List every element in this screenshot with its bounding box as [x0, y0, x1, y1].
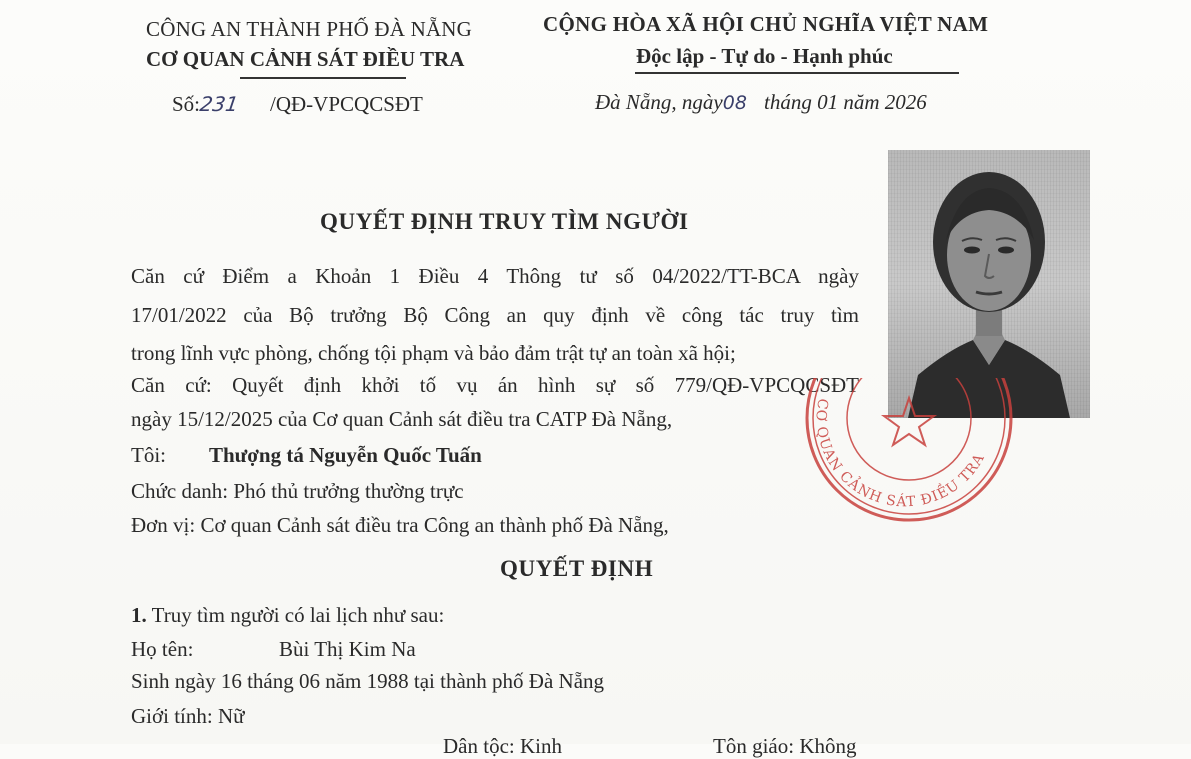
- ethnicity: Dân tộc: Kinh: [443, 734, 562, 758]
- official-line: [131, 443, 482, 468]
- place-date-line: [595, 90, 927, 115]
- wanted-name: Bùi Thị Kim Na: [279, 637, 416, 661]
- gender-line: Giới tính: Nữ: [131, 704, 245, 728]
- item-text: Truy tìm người có lai lịch như sau:: [146, 603, 445, 627]
- name-label: Họ tên:: [131, 637, 194, 661]
- item-number: 1.: [131, 603, 147, 627]
- date-day-handwritten: 08: [722, 92, 747, 114]
- suspect-photo: [888, 150, 1090, 418]
- official-name: Thượng tá Nguyễn Quốc Tuấn: [209, 443, 482, 467]
- motto-underline: [635, 72, 959, 74]
- nation-title: CỘNG HÒA XÃ HỘI CHỦ NGHĨA VIỆT NAM: [543, 12, 989, 36]
- portrait-image: [888, 150, 1090, 418]
- official-position: Chức danh: Phó thủ trưởng thường trực: [131, 479, 464, 503]
- date-suffix: tháng 01 năm 2026: [758, 90, 927, 114]
- basis-line-1: Căn cứ Điểm a Khoản 1 Điều 4 Thông tư số 04/2022/TT-BCA ngày: [131, 264, 859, 288]
- basis-line-4: Căn cứ: Quyết định khởi tố vụ án hình sự số 779/QĐ-VPCQCSĐT: [131, 373, 859, 397]
- doc-number-prefix: Số:: [172, 92, 201, 116]
- religion: Tôn giáo: Không: [713, 734, 857, 758]
- document-number: [172, 92, 423, 117]
- decision-title: QUYẾT ĐỊNH: [500, 556, 654, 581]
- seal-text: CƠ QUAN CẢNH SÁT ĐIỀU TRA: [812, 397, 989, 511]
- doc-number-handwritten: 231: [198, 92, 240, 116]
- issuing-agency: CÔNG AN THÀNH PHỐ ĐÀ NẴNG: [146, 17, 473, 41]
- document-title: QUYẾT ĐỊNH TRUY TÌM NGƯỜI: [320, 209, 689, 234]
- basis-line-3: trong lĩnh vực phòng, chống tội phạm và bảo đảm trật tự an toàn xã hội;: [131, 341, 736, 365]
- official-label: Tôi:: [131, 443, 166, 467]
- doc-number-suffix: /QĐ-VPCQCSĐT: [270, 92, 423, 116]
- issuing-office: CƠ QUAN CẢNH SÁT ĐIỀU TRA: [146, 47, 465, 71]
- official-unit: Đơn vị: Cơ quan Cảnh sát điều tra Công an thành phố Đà Nẵng,: [131, 513, 669, 537]
- wanted-name-line: [131, 637, 416, 662]
- date-prefix: Đà Nẵng, ngày: [595, 90, 723, 114]
- decision-item-1: [131, 603, 444, 628]
- basis-line-5: ngày 15/12/2025 của Cơ quan Cảnh sát điều tra CATP Đà Nẵng,: [131, 407, 673, 431]
- birth-line: Sinh ngày 16 tháng 06 năm 1988 tại thành phố Đà Nẵng: [131, 669, 605, 693]
- national-motto: Độc lập - Tự do - Hạnh phúc: [636, 44, 893, 68]
- basis-line-2: 17/01/2022 của Bộ trưởng Bộ Công an quy định về công tác truy tìm: [131, 303, 859, 327]
- office-underline: [240, 77, 406, 79]
